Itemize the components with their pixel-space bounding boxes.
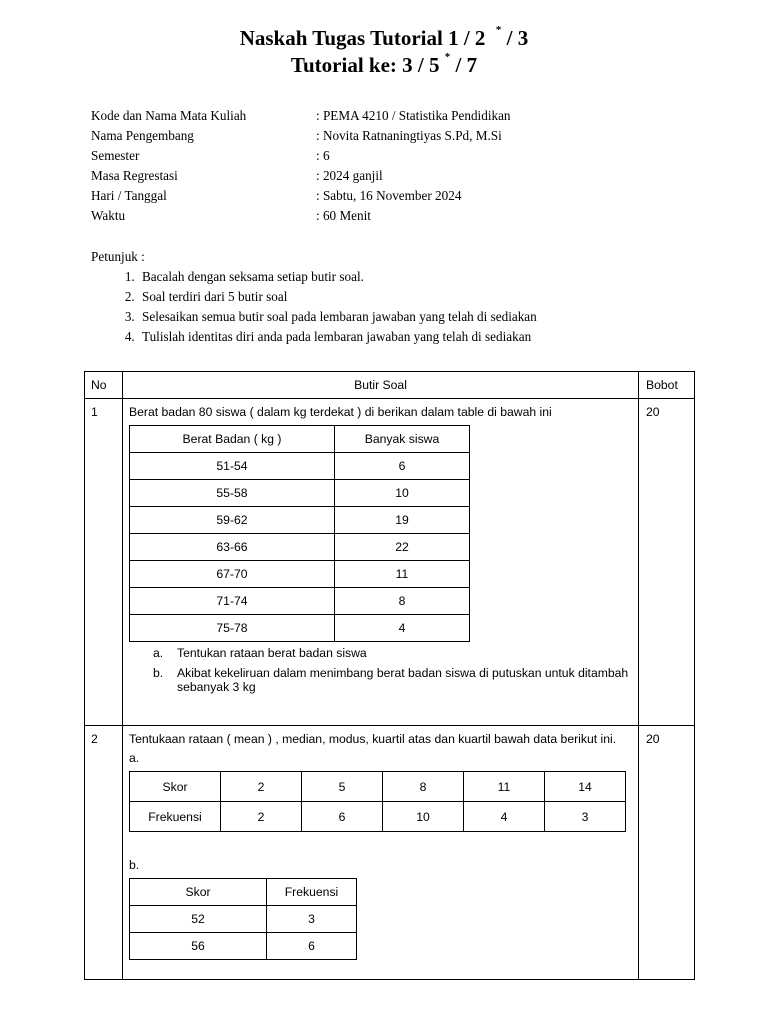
part-a-label: a.	[129, 751, 140, 765]
questions-header-row	[85, 372, 695, 399]
frekuensi-cell: 6	[302, 802, 383, 832]
instructions-heading: Petunjuk :	[91, 249, 145, 264]
table-b-header-skor: Skor	[130, 879, 267, 906]
frekuensi-cell: 3	[545, 802, 626, 832]
table-a-frek-label: Frekuensi	[130, 802, 221, 832]
table-row	[130, 615, 470, 642]
info-value: : Novita Ratnaningtiyas S.Pd, M.Si	[316, 128, 502, 143]
weight-table-header-count: Banyak siswa	[335, 426, 470, 453]
table-row	[130, 933, 357, 960]
skor-cell: 8	[383, 772, 464, 802]
instructions	[91, 249, 537, 349]
info-key: Nama Pengembang	[91, 128, 194, 143]
info-key: Semester	[91, 148, 140, 163]
info-row	[91, 148, 511, 168]
question-row-2	[85, 726, 695, 980]
sub-item-text: Akibat kekeliruan dalam menimbang berat badan siswa di putuskan untuk ditambah sebanyak 3 kg	[177, 666, 629, 694]
skor-cell: 14	[545, 772, 626, 802]
sub-item-label: b.	[153, 666, 164, 680]
sub-item	[153, 666, 638, 694]
info-key: Hari / Tanggal	[91, 188, 167, 203]
student-count-cell: 4	[335, 615, 470, 642]
question-1-text: Berat badan 80 siswa ( dalam kg terdekat ) di berikan dalam table di bawah ini	[129, 405, 552, 419]
header-no: No	[85, 372, 123, 399]
skor-cell: 56	[130, 933, 267, 960]
skor-cell: 11	[464, 772, 545, 802]
weight-range-cell: 63-66	[130, 534, 335, 561]
info-key: Kode dan Nama Mata Kuliah	[91, 108, 247, 123]
instruction-item: 4. Tulislah identitas diri anda pada lembaran jawaban yang telah di sediakan	[138, 329, 537, 349]
info-key: Waktu	[91, 208, 126, 223]
weight-range-cell: 71-74	[130, 588, 335, 615]
question-1-no: 1	[85, 399, 123, 726]
weight-range-cell: 75-78	[130, 615, 335, 642]
frekuensi-cell: 4	[464, 802, 545, 832]
weight-range-cell: 59-62	[130, 507, 335, 534]
table-b-header-frek: Frekuensi	[267, 879, 357, 906]
info-row	[91, 108, 511, 128]
weight-range-cell: 55-58	[130, 480, 335, 507]
sub-item-label: a.	[153, 646, 164, 660]
weight-range-cell: 51-54	[130, 453, 335, 480]
instruction-item: 1. Bacalah dengan seksama setiap butir soal.	[138, 269, 537, 289]
weight-range-cell: 67-70	[130, 561, 335, 588]
frekuensi-cell: 6	[267, 933, 357, 960]
info-value: : 6	[316, 148, 330, 163]
course-info	[91, 108, 511, 228]
frekuensi-cell: 2	[221, 802, 302, 832]
question-2-text: Tentukaan rataan ( mean ) , median, modus, kuartil atas dan kuartil bawah data berikut ini.	[129, 732, 617, 746]
sub-item-text: Tentukan rataan berat badan siswa	[177, 646, 367, 660]
weight-table-header-weight: Berat Badan ( kg )	[130, 426, 335, 453]
info-row	[91, 128, 511, 148]
title-asterisk-2: *	[444, 51, 451, 63]
table-row	[130, 507, 470, 534]
info-value: : 2024 ganjil	[316, 168, 383, 183]
skor-cell: 2	[221, 772, 302, 802]
header-weight: Bobot	[639, 372, 695, 399]
frekuensi-cell: 10	[383, 802, 464, 832]
table-row	[130, 453, 470, 480]
instructions-list	[91, 269, 537, 349]
title-line-2: Tutorial ke: 3 / 5 * / 7	[290, 51, 478, 77]
info-value: : 60 Menit	[316, 208, 371, 223]
info-value: : Sabtu, 16 November 2024	[316, 188, 462, 203]
question-1-subitems	[153, 646, 638, 694]
weight-table	[129, 425, 470, 642]
table-row	[130, 588, 470, 615]
student-count-cell: 8	[335, 588, 470, 615]
student-count-cell: 10	[335, 480, 470, 507]
question-1-weight: 20	[639, 399, 695, 726]
question-1-body	[123, 399, 639, 726]
score-frequency-table-b	[129, 878, 357, 960]
student-count-cell: 11	[335, 561, 470, 588]
question-2-weight: 20	[639, 726, 695, 980]
table-row	[130, 534, 470, 561]
question-2-no: 2	[85, 726, 123, 980]
title-line-1: Naskah Tugas Tutorial 1 / 2 * / 3	[239, 24, 529, 50]
table-row	[130, 906, 357, 933]
info-row	[91, 168, 511, 188]
table-row	[130, 561, 470, 588]
info-row	[91, 208, 511, 228]
instruction-item: 3. Selesaikan semua butir soal pada lembaran jawaban yang telah di sediakan	[138, 309, 537, 329]
student-count-cell: 19	[335, 507, 470, 534]
questions-table	[84, 371, 695, 980]
table-row	[130, 480, 470, 507]
sub-item	[153, 646, 638, 660]
student-count-cell: 6	[335, 453, 470, 480]
table-a-skor-label: Skor	[130, 772, 221, 802]
title-asterisk-1: *	[495, 24, 502, 36]
frekuensi-cell: 3	[267, 906, 357, 933]
info-value: : PEMA 4210 / Statistika Pendidikan	[316, 108, 511, 123]
header-question: Butir Soal	[123, 372, 639, 399]
part-b-label: b.	[129, 858, 140, 872]
info-key: Masa Regrestasi	[91, 168, 178, 183]
info-row	[91, 188, 511, 208]
question-2-body	[123, 726, 639, 980]
score-frequency-table-a	[129, 771, 626, 832]
skor-cell: 52	[130, 906, 267, 933]
skor-cell: 5	[302, 772, 383, 802]
instruction-item: 2. Soal terdiri dari 5 butir soal	[138, 289, 537, 309]
question-row-1	[85, 399, 695, 726]
student-count-cell: 22	[335, 534, 470, 561]
